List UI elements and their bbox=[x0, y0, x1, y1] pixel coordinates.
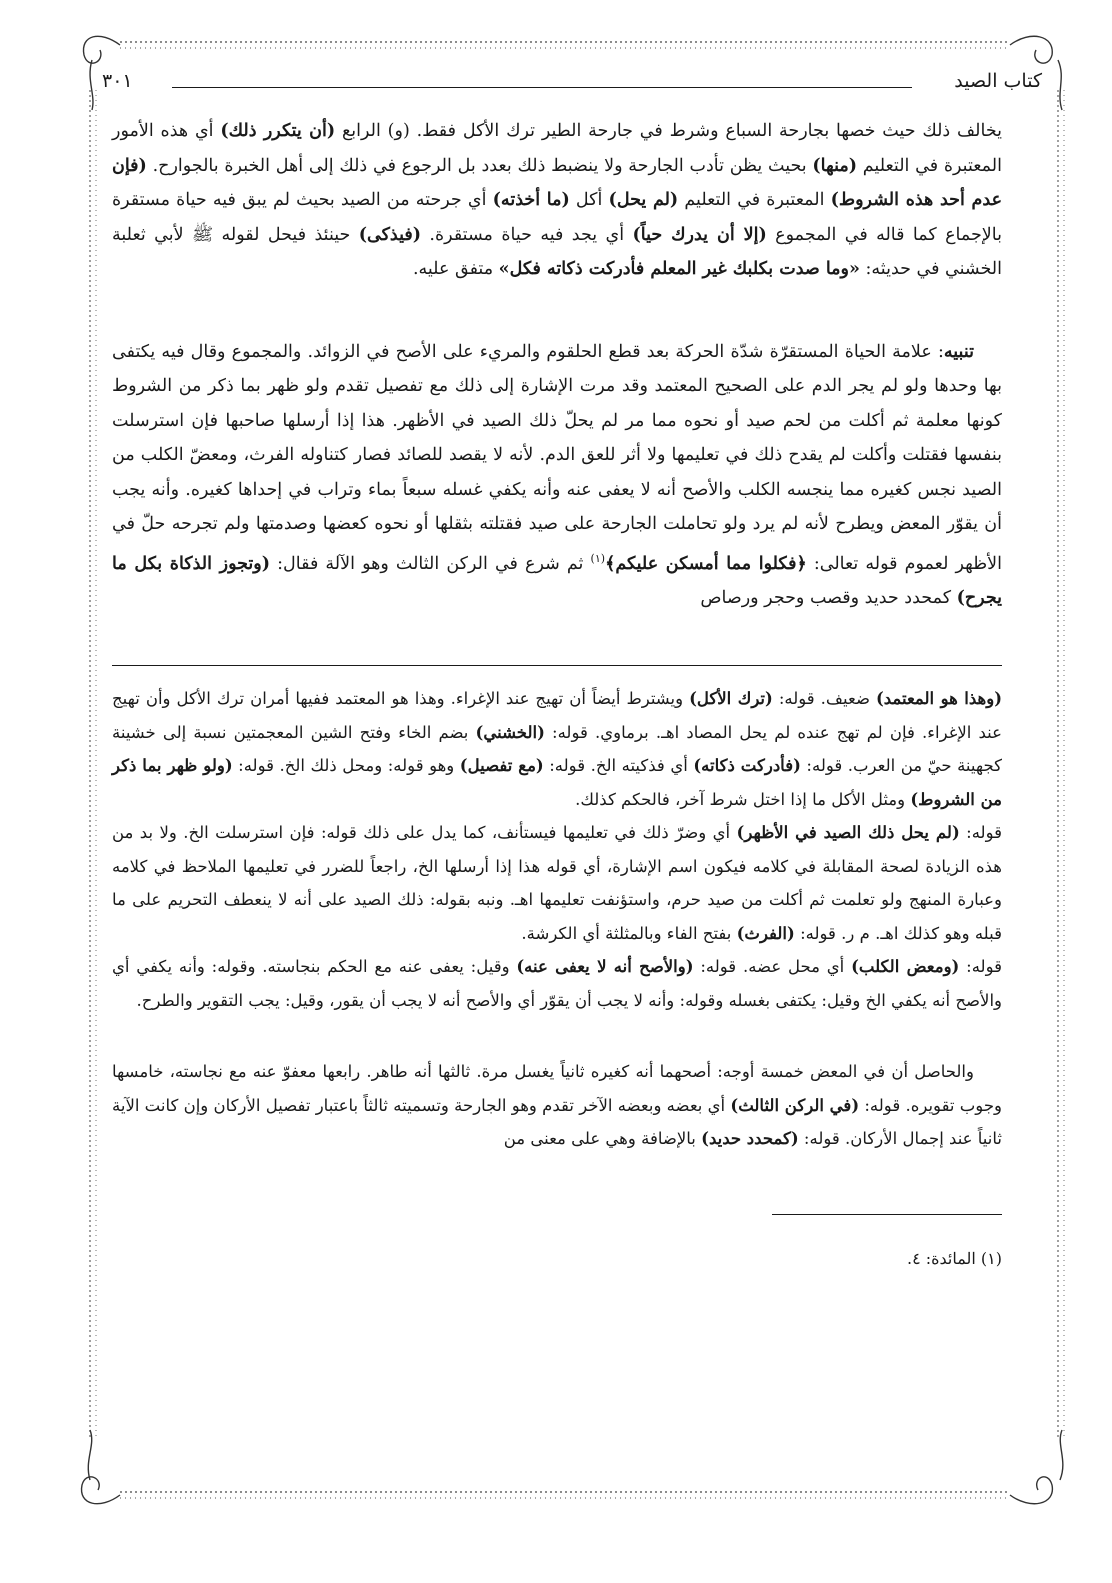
bold-term: تنبيه bbox=[943, 341, 974, 362]
bold-term: ﴿فكلوا مما أمسكن عليكم﴾ bbox=[605, 553, 807, 574]
text-run: أي محل عضه. قوله: bbox=[693, 957, 852, 977]
footnote-area bbox=[112, 1214, 1002, 1244]
main-text bbox=[112, 114, 1002, 615]
text-run: أي فذكيته الخ. قوله: bbox=[543, 756, 694, 776]
text-run: ضعيف. قوله: bbox=[772, 689, 876, 709]
text-run: أكل bbox=[569, 190, 609, 210]
commentary-text bbox=[112, 682, 1002, 1156]
header-rule bbox=[172, 87, 912, 88]
bold-term: (ولو ظهر بما ذكر من الشروط) bbox=[112, 756, 1002, 809]
text-run: ومثل الأكل ما إذا اختل شرط آخر، فالحكم كذلك. bbox=[575, 789, 911, 809]
footnote-rule bbox=[772, 1214, 1002, 1215]
bold-term: (والأصح أنه لا يعفى عنه) bbox=[516, 957, 694, 977]
commentary-paragraph-4 bbox=[112, 1055, 1002, 1156]
bold-term: (في الركن الثالث) bbox=[730, 1095, 860, 1115]
bold-term: (ما أخذته) bbox=[492, 190, 570, 210]
bold-term: (أن يتكرر ذلك) bbox=[220, 121, 336, 141]
text-run: والحاصل أن في المعض خمسة أوجه: أصحهما أنه كغيره ثانياً يغسل مرة. ثالثها أنه طاهر. رابعها معفوّ عنه مع نجاسته، خامسها وجوب تقويره. قوله: bbox=[112, 1062, 1002, 1115]
running-header bbox=[102, 70, 1042, 110]
text-run: المعتبرة في التعليم bbox=[678, 190, 831, 210]
commentary-paragraph-1 bbox=[112, 682, 1002, 816]
bold-term: (لم يحل ذلك الصيد في الأظهر) bbox=[736, 823, 960, 843]
text-run: قوله: bbox=[959, 957, 1002, 977]
bold-term: «وما صدت بكلبك غير المعلم فأدركت ذكاته فكل» bbox=[498, 259, 860, 279]
bold-term: (مع تفصيل) bbox=[459, 756, 544, 776]
text-run: أي وضرّ ذلك في تعليمها فيستأنف، كما يدل على ذلك قوله: فإن استرسلت الخ. ولا بد من هذه الزيادة لصحة المقابلة في كلامه فيكون اسم الإشارة، أي قوله هذا إذا أرسلها الخ، راجعاً للضرر في تعليمها الملاحظ في كلامه وعبارة المنهج ولو تعلمت ثم أكلت من صيد حرم، واستؤنفت تعليمها اهـ. ونبه بقوله: ذلك الصيد على أنه لا ينعطف التحريم على ما قبله وهو كذلك اهـ. م ر. قوله: bbox=[112, 823, 1002, 943]
text-run: : علامة الحياة المستقرّة شدّة الحركة بعد قطع الحلقوم والمريء على الأصح في الزوائد. والمجموع وقال فيه يكتفى بها وحدها ولو لم يجر الدم على الصحيح المعتمد وقد مرت الإشارة إلى ذلك مع تفصيل تقدم ولو ظهر بما ذكر من الشروط كونها معلمة ثم أكلت من لحم صيد أو نحوه مما مر لم يحلّ ذلك الصيد في الأظهر. هذا إذا أرسلها صاحبها فإن استرسلت بنفسها فقتلت وأكلت لم يقدح ذلك في تعليمها ولا أثر للعق الدم. لأنه لا يقصد للصائد فصار كتناوله الفرث، ومعضّ الكلب من الصيد نجس كغيره مما ينجسه الكلب والأصح أنه لا يعفى عنه وأنه يكفي غسله سبعاً بماء وتراب في إحداها كغيره. وأنه يجب أن يقوّر المعض ويطرح لأنه لم يرد ولو تحاملت الجارحة على صيد فقتلته بثقلها أو نحوه كعضها وصدمتها ولم تجرحه حلّ في الأظهر لعموم قوله تعالى: bbox=[112, 341, 1003, 574]
text-run: بالإضافة وهي على معنى من bbox=[503, 1129, 702, 1149]
text-run: وقيل: يعفى عنه مع الحكم بنجاسته. وقوله: وأنه يكفي أي والأصح أنه يكفي الخ وقيل: يكتفى بغسله وقوله: وأنه لا يجب أن يقوّر أي والأصح أنه لا يجب أن يقور، وقيل: يجب التقوير والطرح. bbox=[112, 957, 1002, 1010]
main-paragraph-1 bbox=[112, 114, 1002, 287]
bold-term: (الخشني) bbox=[475, 722, 545, 742]
footnote: (١) المائدة: ٤. bbox=[906, 1248, 1002, 1268]
text-run: حينئذ فيحل لقوله ﷺ لأبي ثعلبة الخشني في حديثه: bbox=[112, 224, 1002, 279]
bold-term: (كمحدد حديد) bbox=[701, 1129, 799, 1149]
commentary-separator bbox=[112, 665, 1002, 666]
text-run: بحيث يظن تأدب الجارحة ولا ينضبط ذلك بعدد بل الرجوع في ذلك إلى أهل الخبرة بالجوارح. bbox=[146, 155, 813, 176]
footnote-marker: (١) bbox=[590, 551, 606, 565]
bold-term: (فأدركت ذكاته) bbox=[693, 756, 801, 776]
main-paragraph-2 bbox=[112, 335, 1002, 616]
bold-term: (ترك الأكل) bbox=[689, 689, 773, 709]
chapter-title: كتاب الصيد bbox=[954, 70, 1042, 92]
text-run: أي بعضه وبعضه الآخر تقدم وهو الجارحة وتسميته ثالثاً باعتبار تفصيل الأركان وإن كانت الآية ثانياً عند إجمال الأركان. قوله: bbox=[112, 1095, 1002, 1149]
page-content bbox=[102, 70, 1042, 1274]
text-run: وهو قوله: ومحل ذلك الخ. قوله: bbox=[232, 756, 460, 776]
bold-term: (لم يحل) bbox=[608, 190, 679, 210]
bold-term: (منها) bbox=[812, 155, 858, 176]
text-run: يخالف ذلك حيث خصها بجارحة السباع وشرط في جارحة الطير ترك الأكل فقط. (و) الرابع bbox=[335, 121, 1002, 141]
text-run: بفتح الفاء وبالمثلثة أي الكرشة. bbox=[521, 923, 737, 943]
page-number: ٣٠١ bbox=[102, 70, 133, 92]
bold-term: (إلا أن يدرك حياً) bbox=[632, 224, 767, 245]
text-run: متفق عليه. bbox=[412, 259, 499, 279]
bold-term: (وتجوز الذكاة بكل ما يجرح) bbox=[112, 553, 1002, 608]
bold-term: (فيذكى) bbox=[358, 224, 422, 245]
commentary-paragraph-3 bbox=[112, 950, 1002, 1017]
commentary-paragraph-2 bbox=[112, 816, 1002, 950]
text-run: قوله: bbox=[959, 823, 1002, 843]
text-run: أي جرحته من الصيد بحيث لم يبق فيه حياة مستقرة بالإجماع كما قاله في المجموع bbox=[112, 190, 1002, 245]
bold-term: (فإن عدم أحد هذه الشروط) bbox=[112, 155, 1003, 210]
bold-term: (وهذا هو المعتمد) bbox=[875, 689, 1003, 709]
text-run: ثم شرع في الركن الثالث وهو الآلة فقال: bbox=[270, 553, 591, 574]
bold-term: (ومعض الكلب) bbox=[851, 957, 960, 977]
text-run: أي هذه الأمور المعتبرة في التعليم bbox=[112, 121, 1002, 176]
text-run: بضم الخاء وفتح الشين المعجمتين نسبة إلى خشينة كجهينة حيّ من العرب. قوله: bbox=[112, 722, 1002, 776]
text-run: كمحدد حديد وقصب وحجر ورصاص bbox=[700, 587, 957, 608]
text-run: أي يجد فيه حياة مستقرة. bbox=[421, 224, 633, 245]
text-run: ويشترط أيضاً أن تهيج عند الإغراء. وهذا هو المعتمد ففيها أمران ترك الأكل وأن تهيج عند الإغراء. فإن لم تهج عنده لم يحل المصاد اهـ. برماوي. قوله: bbox=[112, 689, 1002, 742]
bold-term: (الفرث) bbox=[736, 923, 795, 943]
